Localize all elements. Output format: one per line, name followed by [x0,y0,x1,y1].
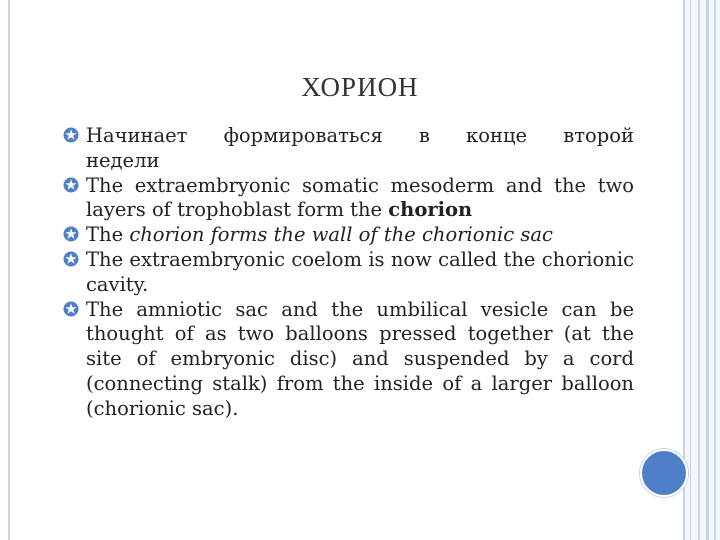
bullet-word: формироваться [223,124,383,147]
slide-title: ХОРИОН [301,72,419,102]
bullet-list [62,124,634,422]
bullet-text: The [86,223,130,247]
bullet-italic-text: chorion forms the wall of the chorionic sac [129,223,553,247]
bullet-text: The amniotic sac and the umbilical vesicle can be thought of as two balloons pressed together (at the site of embryonic disc) and suspended by a cord (connecting stalk) from the inside of a larger balloon (chorionic sac). [86,297,634,420]
decor-circle [640,449,688,497]
bullet-star-icon [63,301,79,317]
bullet-word: второй [563,124,634,147]
bullet-item [62,298,634,422]
bullet-text: The extraembryonic coelom is now called the chorionic cavity. [86,247,634,296]
bullet-text: недели [86,148,160,172]
bullet-star-icon [63,177,79,193]
bullet-item [62,248,634,298]
bullet-word: конце [466,124,528,147]
bullet-word: в [418,124,430,147]
bullet-text: The extraembryonic somatic mesoderm and the two layers of trophoblast form the [86,173,634,222]
bullet-star-icon [63,226,79,242]
bullet-star-icon [63,127,79,143]
bullet-item [62,174,634,224]
bullet-item [62,223,634,248]
bullet-star-icon [63,251,79,267]
bullet-word: Начинает [86,124,188,147]
bullet-item [62,124,634,174]
bullet-bold-term: chorion [388,198,473,222]
